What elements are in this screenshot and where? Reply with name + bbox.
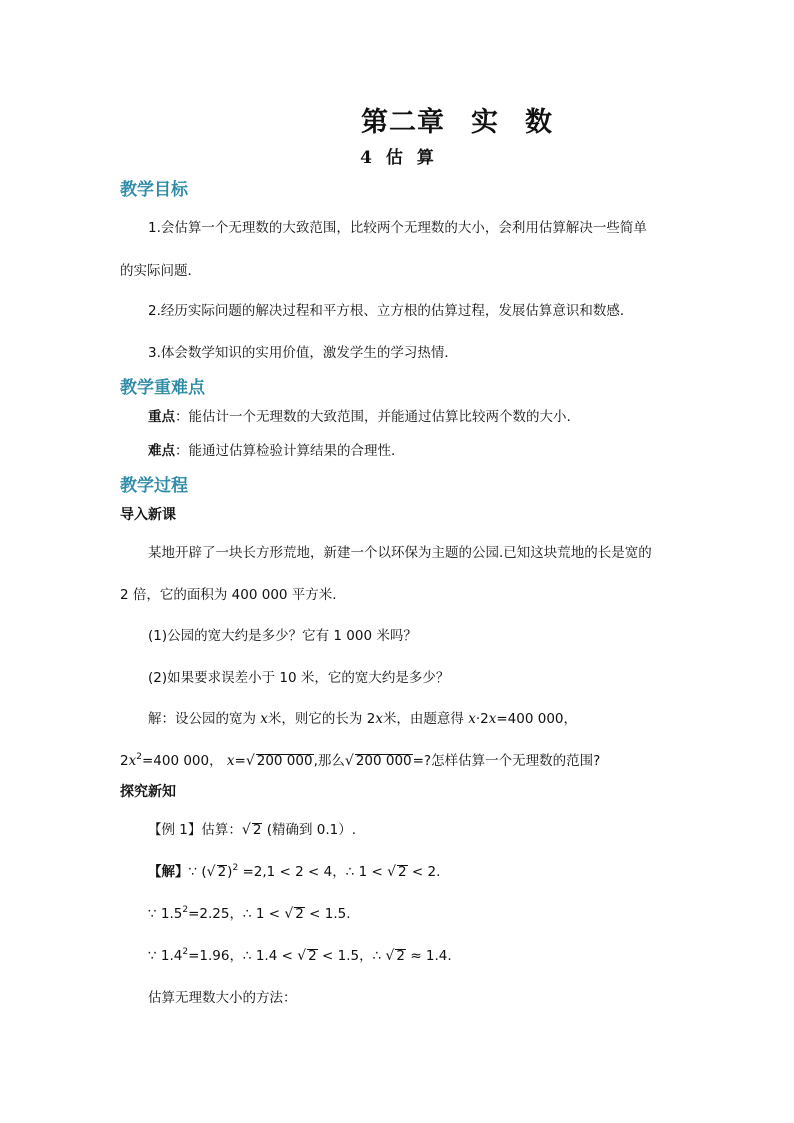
solution-text: 米，则它的长为 2 [267, 711, 376, 727]
example-1 [148, 818, 356, 838]
equation-text: =?怎样估算一个无理数的范围? [412, 753, 601, 769]
lesson-word-2: 算 [416, 148, 434, 168]
step-text: < 1.5，∴ [322, 948, 382, 964]
step-3 [148, 944, 452, 964]
exponent: 2 [182, 947, 189, 957]
variable-x: x [468, 711, 476, 727]
radicand: 2 [295, 906, 304, 922]
explore-heading: 探究新知 [120, 784, 176, 800]
intro-line-1: 某地开辟了一块长方形荒地，新建一个以环保为主题的公园.已知这块荒地的长是宽的 [148, 545, 652, 561]
intro-line-2: 2 倍，它的面积为 400 000 平方米. [120, 587, 337, 603]
equation-text: 2 [120, 753, 129, 769]
radical-sign-icon: √ [344, 753, 354, 769]
step-text: =2.25，∴ 1 < [188, 906, 281, 922]
exponent: 2 [136, 752, 142, 762]
variable-x: x [226, 753, 235, 769]
radicand: 2 [217, 864, 227, 880]
radicand: 2 [252, 822, 262, 838]
difficult-point-text: ：能通过估算检验计算结果的合理性. [175, 443, 396, 459]
solution-text: =2,1 < 2 < 4，∴ 1 < [242, 864, 383, 880]
key-point-text: ：能估计一个无理数的大致范围，并能通过估算比较两个数的大小. [175, 409, 571, 425]
solution-text: ) [227, 864, 233, 880]
question-2: (2)如果要求误差小于 10 米，它的宽大约是多少？ [148, 670, 450, 686]
question-1: (1)公园的宽大约是多少？它有 1 000 米吗？ [148, 628, 417, 644]
step-2 [148, 902, 351, 922]
key-points-heading: 教学重难点 [120, 378, 205, 398]
example-text: (精确到 0.1）. [266, 822, 357, 838]
difficult-point-label: 难点 [148, 443, 175, 459]
chapter-label: 第二章 [361, 107, 445, 138]
solution-1 [148, 860, 440, 880]
radical-sign-icon: √ [206, 864, 216, 880]
lesson-word-1: 估 [385, 148, 403, 168]
radical-sign-icon: √ [241, 822, 251, 838]
lesson-number: 4 [360, 148, 372, 168]
solution-text: 解：设公园的宽为 [148, 711, 256, 727]
difficult-point [148, 439, 395, 459]
intro-heading: 导入新课 [120, 507, 176, 523]
key-point [148, 405, 571, 425]
objective-3: 3.体会数学知识的实用价值，激发学生的学习热情． [148, 345, 458, 361]
objective-2: 2.经历实际问题的解决过程和平方根、立方根的估算过程，发展估算意识和数感． [148, 303, 634, 319]
solution-text: ·2 [475, 711, 489, 727]
key-point-label: 重点 [148, 409, 175, 425]
objective-1-line-2: 的实际问题． [120, 263, 201, 279]
variable-x: x [128, 753, 137, 769]
step-text: ≈ 1.4. [410, 948, 452, 964]
objective-1-line-1: 1.会估算一个无理数的大致范围，比较两个无理数的大小，会利用估算解决一些简单 [148, 220, 647, 236]
method-text: 估算无理数大小的方法： [148, 990, 297, 1006]
chapter-word-2: 数 [525, 107, 553, 138]
radicand: 200 000 [256, 753, 313, 769]
example-text: 【例 1】估算： [148, 822, 242, 838]
solution-line-1 [148, 707, 577, 727]
equation-line [120, 749, 600, 769]
exponent: 2 [232, 863, 239, 873]
solution-text: =400 000， [496, 711, 578, 727]
equation-text: =400 000， [141, 753, 223, 769]
radical-sign-icon: √ [387, 864, 397, 880]
radicand: 2 [308, 948, 317, 964]
radical-sign-icon: √ [284, 906, 294, 922]
equation-text: ,那么 [313, 753, 345, 769]
radicand: 2 [396, 948, 406, 964]
radicand: 2 [398, 864, 407, 880]
exponent: 2 [182, 905, 189, 915]
radical-sign-icon: √ [245, 753, 255, 769]
radical-sign-icon: √ [297, 948, 307, 964]
step-text: =1.96，∴ 1.4 < [188, 948, 293, 964]
process-heading: 教学过程 [120, 476, 188, 496]
step-text: < 1.5. [309, 906, 351, 922]
equation-text: = [234, 753, 246, 769]
variable-x: x [488, 711, 497, 727]
step-text: ∵ 1.5 [148, 906, 183, 922]
radical-sign-icon: √ [385, 948, 395, 964]
variable-x: x [375, 711, 383, 727]
variable-x: x [260, 711, 268, 727]
solution-text: < 2. [411, 864, 441, 880]
step-text: ∵ 1.4 [148, 948, 183, 964]
solution-text: ∵ ( [188, 864, 207, 880]
chapter-title [60, 100, 794, 139]
solution-label: 【解】 [148, 864, 189, 880]
solution-text: 米，由题意得 [382, 711, 464, 727]
chapter-word-1: 实 [471, 107, 499, 138]
lesson-title [0, 143, 794, 168]
radicand: 200 000 [355, 753, 412, 769]
objectives-heading: 教学目标 [120, 180, 188, 200]
